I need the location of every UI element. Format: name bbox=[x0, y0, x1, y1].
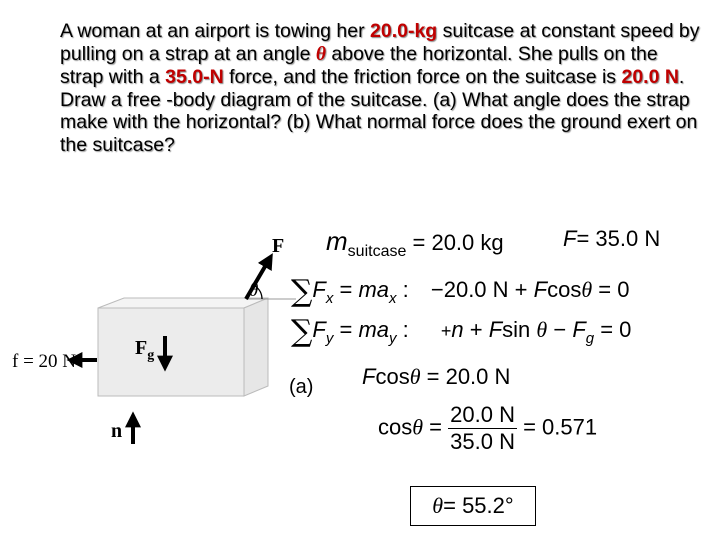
problem-theta-highlight: θ bbox=[315, 43, 326, 65]
cos-theta-equation: cosθ = $\frac{20.0 N}{35.0 N}$ = 0.571 bbox=[378, 402, 598, 454]
force-equation: F= 35.0 N bbox=[563, 226, 661, 251]
problem-friction-highlight: 20.0 N bbox=[621, 66, 679, 88]
problem-text-4: force, and the friction force on the suitcase is bbox=[223, 66, 622, 88]
problem-text-2: suitcase at constant speed by pulling on a strap at an angle bbox=[60, 20, 700, 65]
cos-fraction: $\frac{20.0 N}{35.0 N}$ bbox=[450, 402, 515, 454]
gravity-force-label: $F_g$ bbox=[135, 337, 155, 363]
friction-force-label: f = 20 N bbox=[12, 351, 77, 372]
applied-force-label: F bbox=[272, 235, 285, 257]
sum-fx-equation: $\sum F_x = ma_x$ : −20.0 N + Fcosθ = 0 bbox=[291, 274, 630, 309]
answer-box: θ = 55.2° bbox=[410, 486, 536, 526]
problem-text-5: . Draw a free -body diagram of the suitcase. (a) What angle does the strap make with the horizontal? (b) What normal force does the ground exert on the suitcase? bbox=[60, 66, 698, 156]
suitcase-box bbox=[98, 298, 268, 396]
problem-mass-highlight: 20.0-kg bbox=[370, 20, 438, 42]
normal-force-label: n bbox=[111, 420, 123, 442]
problem-text-3: above the horizontal. She pulls on the strap with a bbox=[60, 42, 658, 88]
mass-equation: $m_{suitcase} = 20.0$ kg bbox=[326, 226, 504, 260]
problem-force-highlight: 35.0-N bbox=[165, 66, 224, 88]
angle-theta-label: θ bbox=[249, 280, 259, 301]
part-a-label: (a) bbox=[289, 376, 314, 398]
sum-fy-equation: $\sum F_y = ma_y$ : +n + Fsin $\theta - F_g = 0$ bbox=[291, 314, 632, 349]
fcos-equation: Fcosθ = 20.0 N bbox=[362, 364, 511, 389]
problem-text-1: A woman at an airport is towing her bbox=[60, 20, 370, 42]
